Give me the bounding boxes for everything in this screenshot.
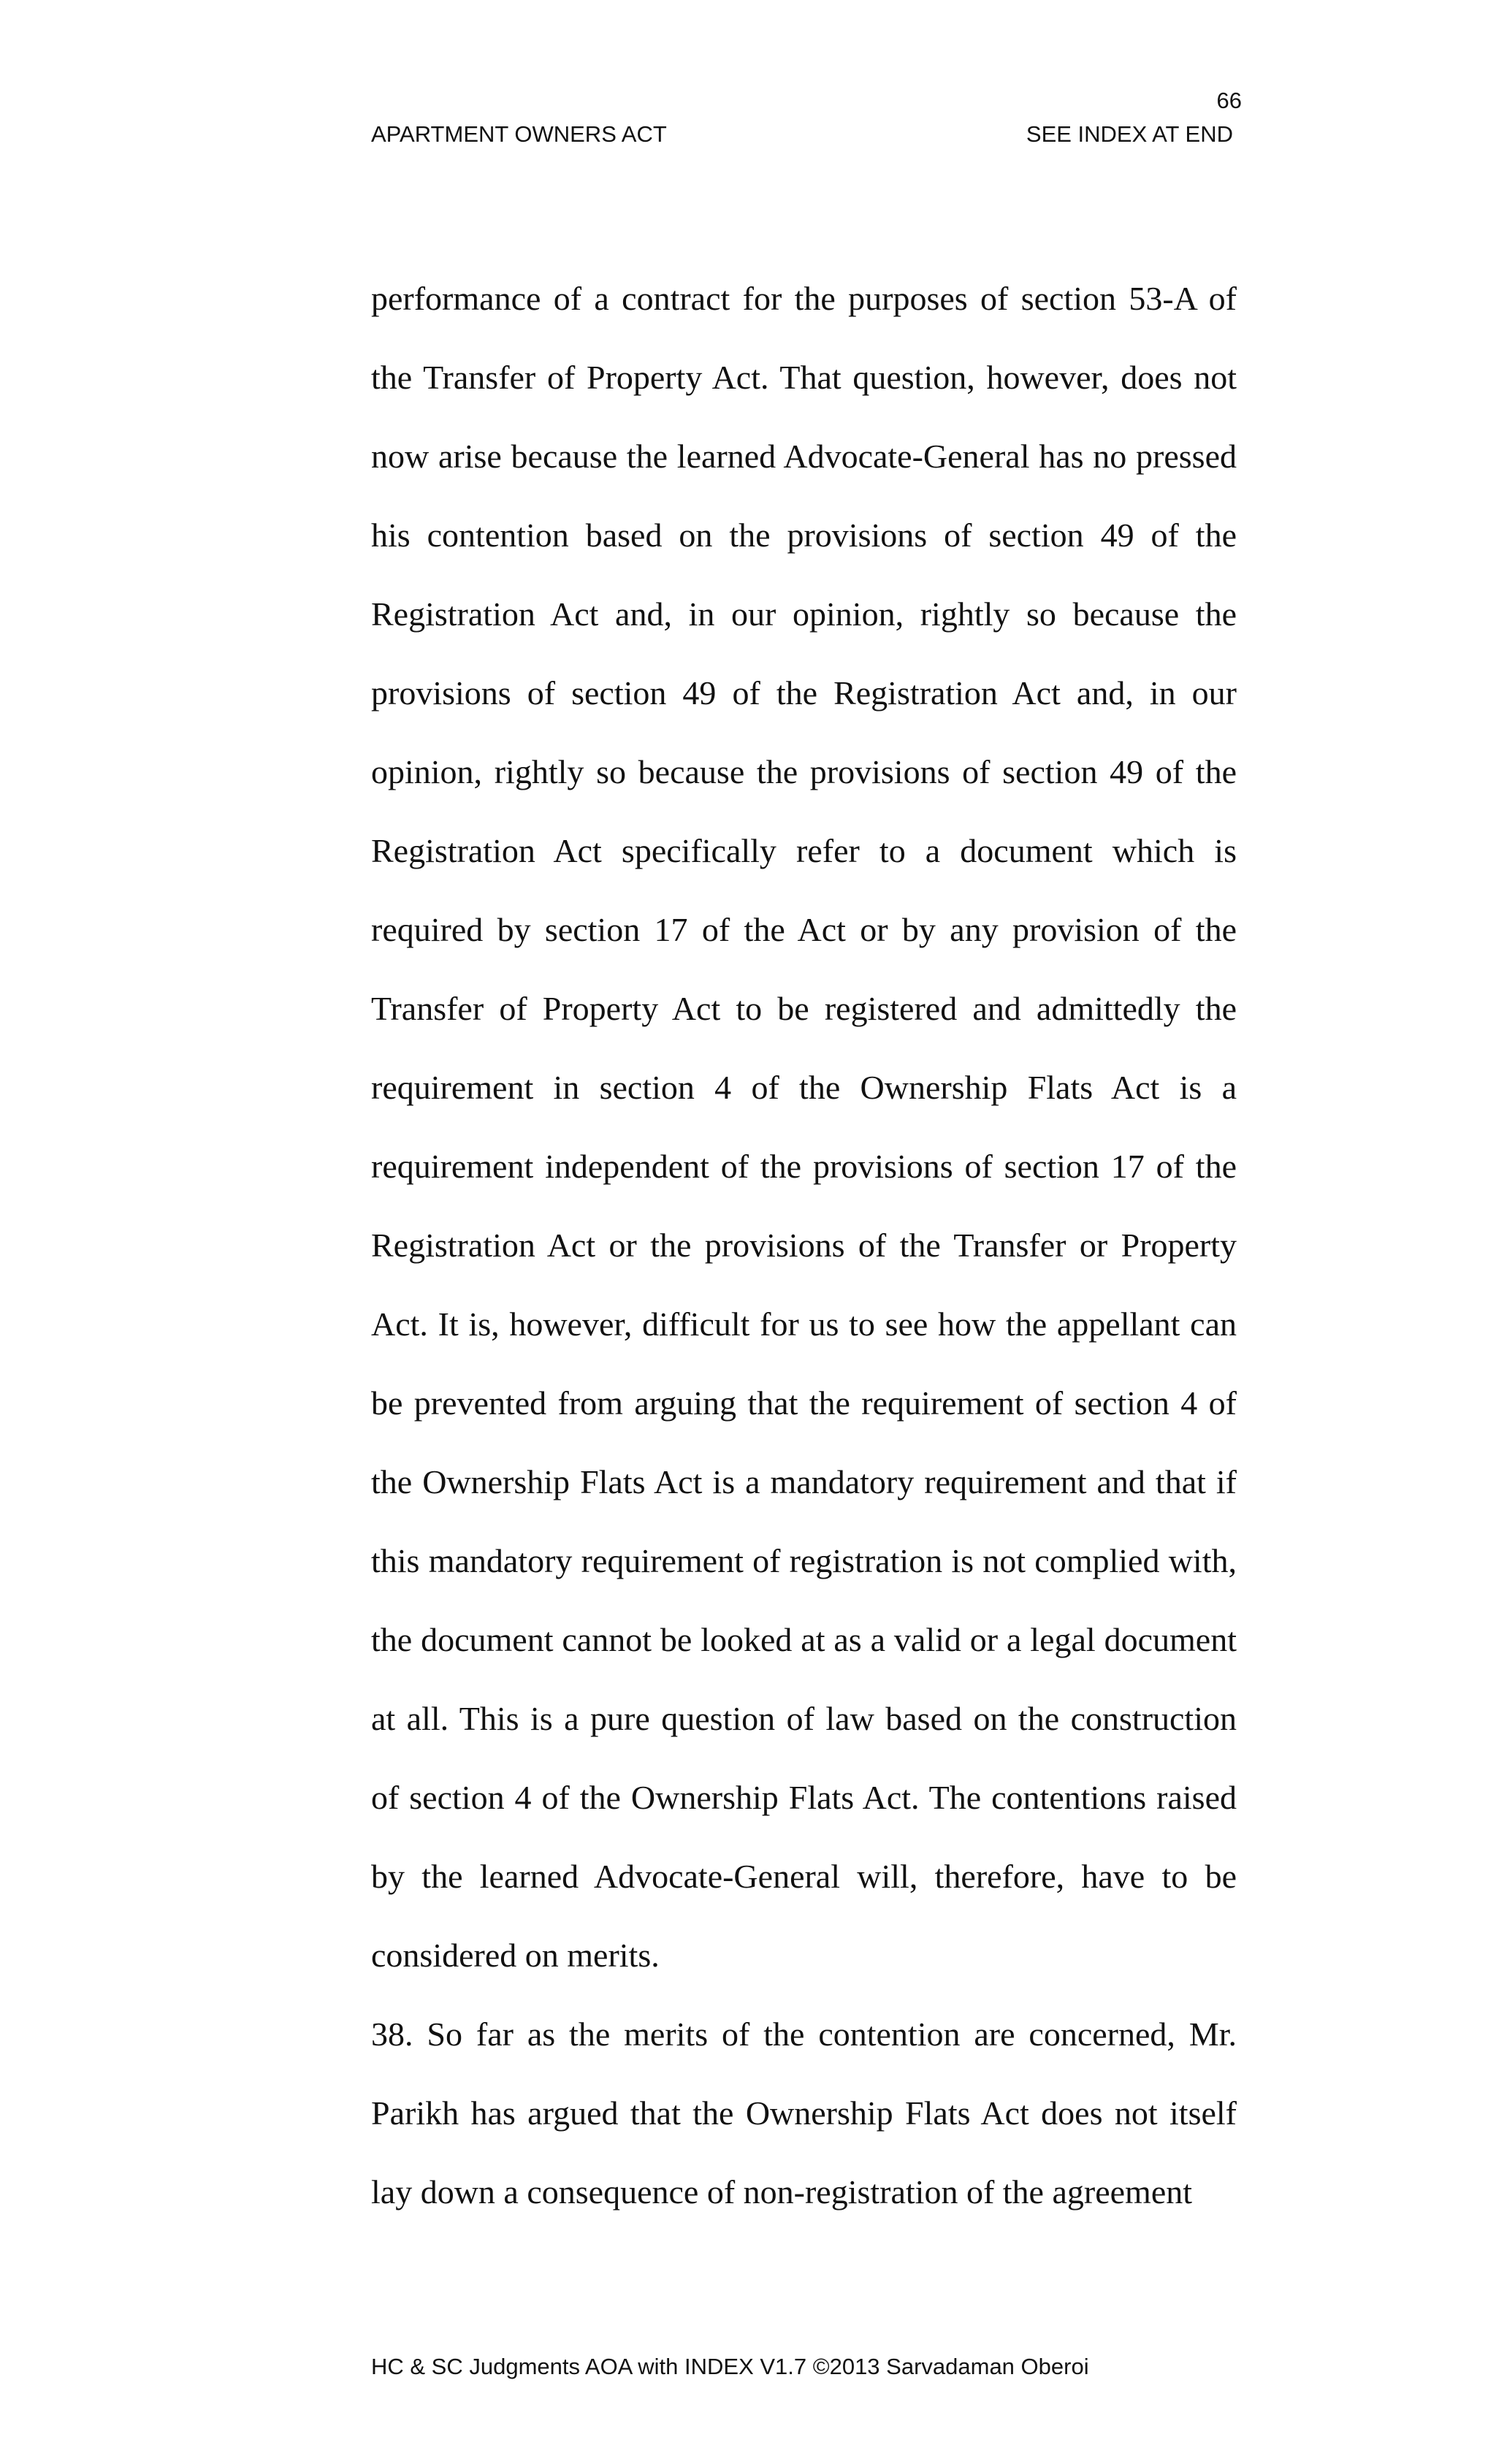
header-index-note: SEE INDEX AT END [1026, 121, 1233, 147]
running-header [371, 120, 1233, 149]
paragraph-2: 38. So far as the merits of the contention are concerned, Mr. Parikh has argued that the Ownership Flats Act does not itself lay down a consequence of non-registration of the agreement [371, 2015, 1237, 2211]
page-number: 66 [1216, 88, 1242, 113]
body-text [371, 259, 1237, 2232]
paragraph-1: performance of a contract for the purposes of section 53-A of the Transfer of Property Act. That question, however, does not now arise because the learned Advocate-General has no pressed his contention based on the provisions of section 49 of the Registration Act and, in our opinion, rightly so because the provisions of section 49 of the Registration Act and, in our opinion, rightly so because the provisions of section 49 of the Registration Act specifically refer to a document which is required by section 17 of the Act or by any provision of the Transfer of Property Act to be registered and admittedly the requirement in section 4 of the Ownership Flats Act is a requirement independent of the provisions of section 17 of the Registration Act or the provisions of the Transfer or Property Act. It is, however, difficult for us to see how the appellant can be prevented from arguing that the requirement of section 4 of the Ownership Flats Act is a mandatory requirement and that if this mandatory requirement of registration is not complied with, the document cannot be looked at as a valid or a legal document at all. This is a pure question of law based on the construction of section 4 of the Ownership Flats Act. The contentions raised by the learned Advocate-General will, therefore, have to be considered on merits. [371, 280, 1237, 1974]
header-title: APARTMENT OWNERS ACT [371, 121, 667, 147]
footer: HC & SC Judgments AOA with INDEX V1.7 ©2013 Sarvadaman Oberoi [371, 2354, 1089, 2379]
